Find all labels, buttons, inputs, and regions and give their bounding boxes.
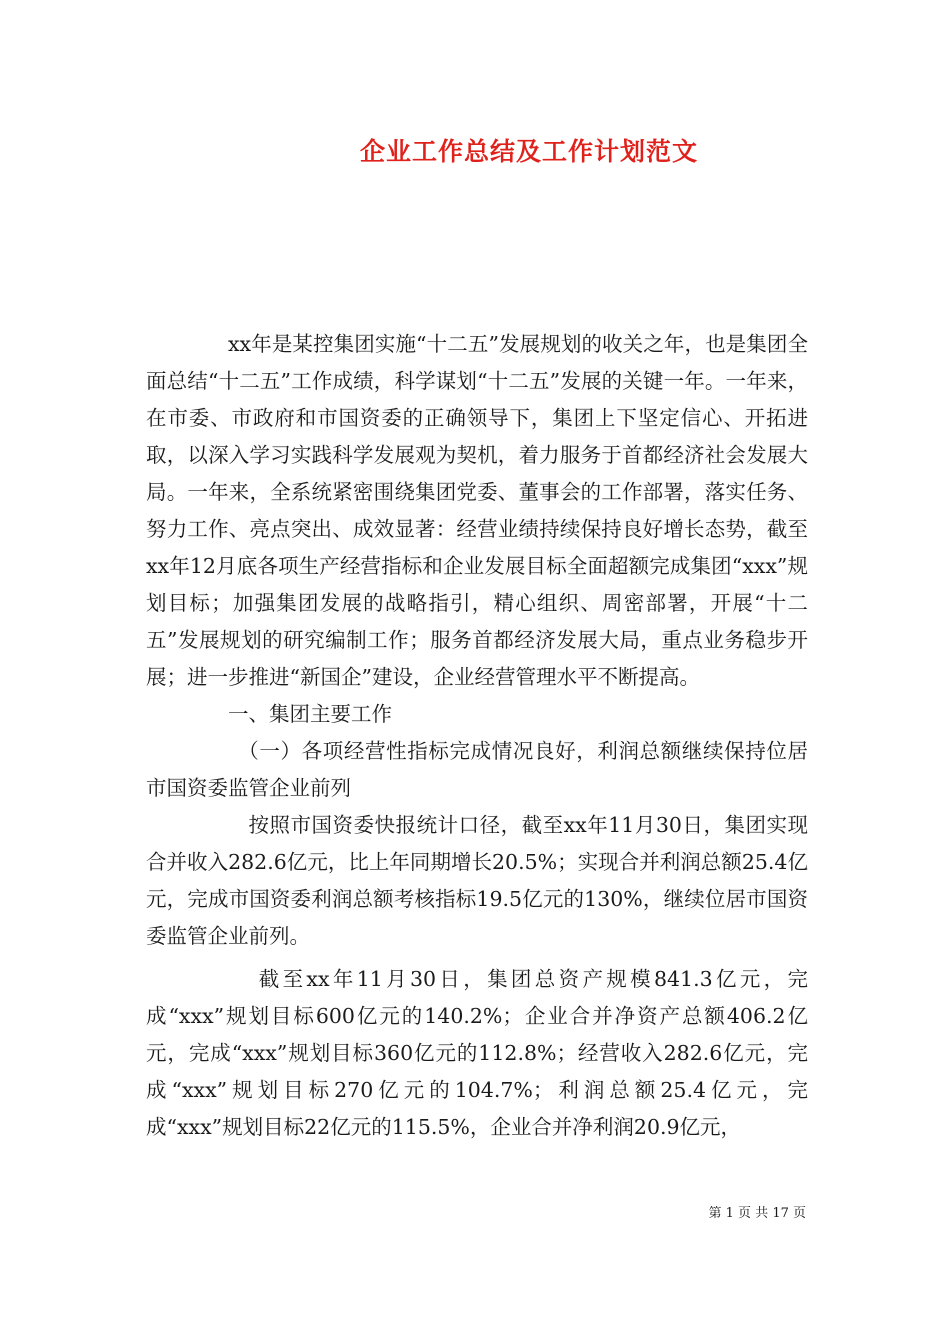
document-body (146, 326, 808, 1146)
section-heading: 一、集团主要工作 (228, 702, 392, 726)
document-title: 企业工作总结及工作计划范文 (359, 137, 698, 166)
page-footer: 第 1 页 共 17 页 (708, 1206, 806, 1221)
revenue-paragraph: 按照市国资委快报统计口径，截至xx年11月30日，集团实现合并收入282.6亿元，比上年同期增长20.5%；实现合并利润总额25.4亿元，完成市国资委利润总额考核指标19.5亿元的130%，继续位居市国资委监管企业前列。 (146, 813, 808, 948)
intro-paragraph: xx年是某控集团实施“十二五”发展规划的收关之年，也是集团全面总结“十二五”工作成绩，科学谋划“十二五”发展的关键一年。一年来，在市委、市政府和市国资委的正确领导下，集团上下坚定信心、开拓进取，以深入学习实践科学发展观为契机，着力服务于首都经济社会发展大局。一年来，全系统紧密围绕集团党委、董事会的工作部署，落实任务、努力工作、亮点突出、成效显著：经营业绩持续保持良好增长态势，截至xx年12月底各项生产经营指标和企业发展目标全面超额完成集团“xxx”规划目标；加强集团发展的战略指引，精心组织、周密部署，开展“十二五”发展规划的研究编制工作；服务首都经济发展大局，重点业务稳步开展；进一步推进“新国企”建设，企业经营管理水平不断提高。 (146, 332, 808, 689)
subsection-heading: （一）各项经营性指标完成情况良好，利润总额继续保持位居市国资委监管企业前列 (146, 739, 808, 800)
assets-paragraph: 截至xx年11月30日，集团总资产规模841.3亿元，完成“xxx”规划目标600亿元的140.2%；企业合并净资产总额406.2亿元，完成“xxx”规划目标360亿元的112.8%；经营收入282.6亿元，完成“xxx”规划目标270亿元的104.7%；利润总额25.4亿元，完成“xxx”规划目标22亿元的115.5%，企业合并净利润20.9亿元， (146, 967, 808, 1139)
